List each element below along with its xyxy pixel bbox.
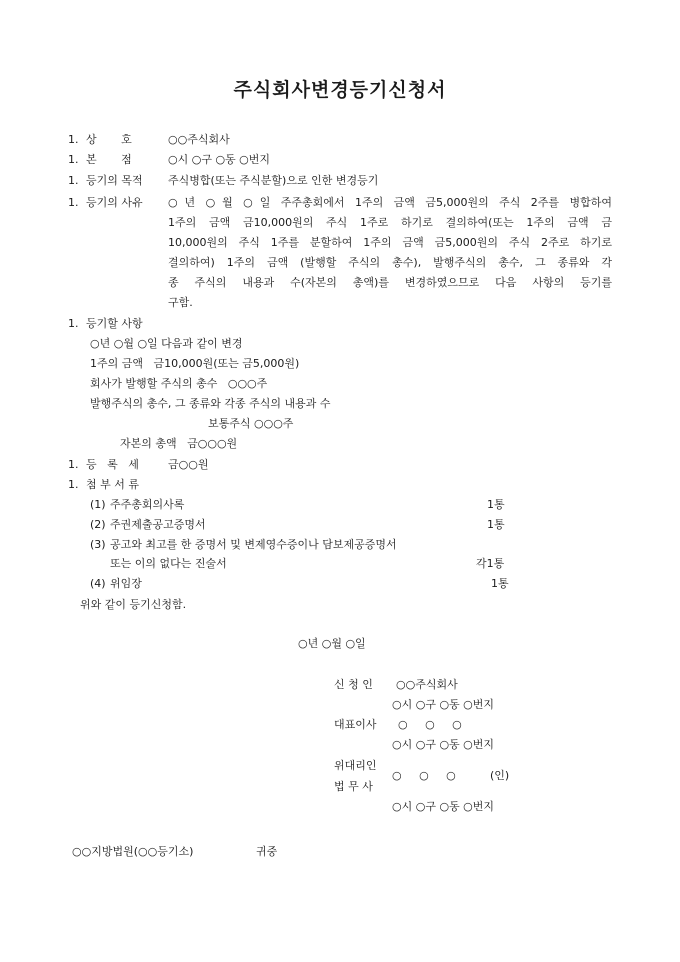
item-label: 첨 부 서 류 — [86, 478, 139, 491]
attachment-number: (1) — [90, 498, 106, 511]
matter-line: 자본의 총액 금○○○원 — [120, 437, 238, 450]
attachment-name: 주주총회의사록 — [110, 498, 185, 511]
item-number: 1. — [68, 133, 79, 146]
item-label: 등기할 사항 — [86, 317, 143, 330]
item-label: 등기의 사유 — [86, 196, 143, 209]
cause-line: 결의하여) 1주의 금액 (발행할 주식의 총수), 발행주식의 총수, 그 종류와 각 — [168, 256, 612, 269]
item-value: 주식병합(또는 주식분할)으로 인한 변경등기 — [168, 174, 379, 187]
representative-address: ○시 ○구 ○동 ○번지 — [392, 738, 495, 751]
agent-label: 위대리인 — [334, 759, 377, 772]
agent-name: ○ ○ ○ — [392, 769, 456, 782]
matter-line: 회사가 발행할 주식의 총수 ○○○주 — [90, 377, 268, 390]
attachment-count: 1통 — [487, 518, 505, 531]
item-number: 1. — [68, 478, 79, 491]
attachment-count: 각1통 — [476, 557, 505, 570]
applicant-label: 신 청 인 — [334, 678, 373, 691]
item-label: 상 호 — [86, 133, 132, 146]
attachment-name: 공고와 최고를 한 증명서 및 변제영수증이나 담보제공증명서 — [110, 538, 397, 551]
matter-line: 발행주식의 총수, 그 종류와 각종 주식의 내용과 수 — [90, 397, 331, 410]
attachment-number: (2) — [90, 518, 106, 531]
representative-name: ○ ○ ○ — [398, 718, 462, 731]
item-number: 1. — [68, 174, 79, 187]
item-label: 본 점 — [86, 153, 132, 166]
seal-mark: (인) — [490, 769, 510, 782]
applicant-name: ○○주식회사 — [396, 678, 458, 691]
matter-line: 보통주식 ○○○주 — [208, 417, 294, 430]
representative-label: 대표이사 — [334, 718, 377, 731]
attachment-name: 위임장 — [110, 577, 142, 590]
attachment-count: 1통 — [491, 577, 509, 590]
filing-date: ○년 ○월 ○일 — [298, 637, 366, 650]
item-value: ○시 ○구 ○동 ○번지 — [168, 153, 271, 166]
attachment-name: 주권제출공고증명서 — [110, 518, 206, 531]
item-value: ○○주식회사 — [168, 133, 230, 146]
cause-line: 10,000원의 주식 1주를 분할하여 1주의 금액 금5,000원의 주식 2주로 하기로 — [168, 236, 612, 249]
court-name: ○○지방법원(○○등기소) — [72, 845, 194, 858]
closing-statement: 위와 같이 등기신청함. — [80, 598, 187, 611]
cause-line: 1주의 금액 금10,000원의 주식 1주로 하기로 결의하여(또는 1주의 금액 금 — [168, 216, 612, 229]
honorific: 귀중 — [256, 845, 278, 858]
item-number: 1. — [68, 458, 79, 471]
attachment-name-cont: 또는 이의 없다는 진술서 — [110, 557, 227, 570]
matter-line: ○년 ○월 ○일 다음과 같이 변경 — [90, 337, 243, 350]
agent-address: ○시 ○구 ○동 ○번지 — [392, 800, 495, 813]
cause-line: 종 주식의 내용과 수(자본의 총액)를 변경하였으므로 다음 사항의 등기를 — [168, 276, 612, 289]
item-value: 금○○원 — [168, 458, 209, 471]
matter-line: 1주의 금액 금10,000원(또는 금5,000원) — [90, 357, 300, 370]
scrivener-label: 법 무 사 — [334, 780, 373, 793]
item-number: 1. — [68, 317, 79, 330]
attachment-number: (3) — [90, 538, 106, 551]
attachment-number: (4) — [90, 577, 106, 590]
applicant-address: ○시 ○구 ○동 ○번지 — [392, 698, 495, 711]
item-number: 1. — [68, 153, 79, 166]
item-number: 1. — [68, 196, 79, 209]
cause-line: ○년 ○월 ○일 주주총회에서 1주의 금액 금5,000원의 주식 2주를 병합하여 — [168, 196, 612, 209]
attachment-count: 1통 — [487, 498, 505, 511]
cause-line: 구함. — [168, 296, 193, 309]
item-label: 등기의 목적 — [86, 174, 143, 187]
document-title: 주식회사변경등기신청서 — [233, 79, 447, 101]
item-label: 등 록 세 — [86, 458, 139, 471]
